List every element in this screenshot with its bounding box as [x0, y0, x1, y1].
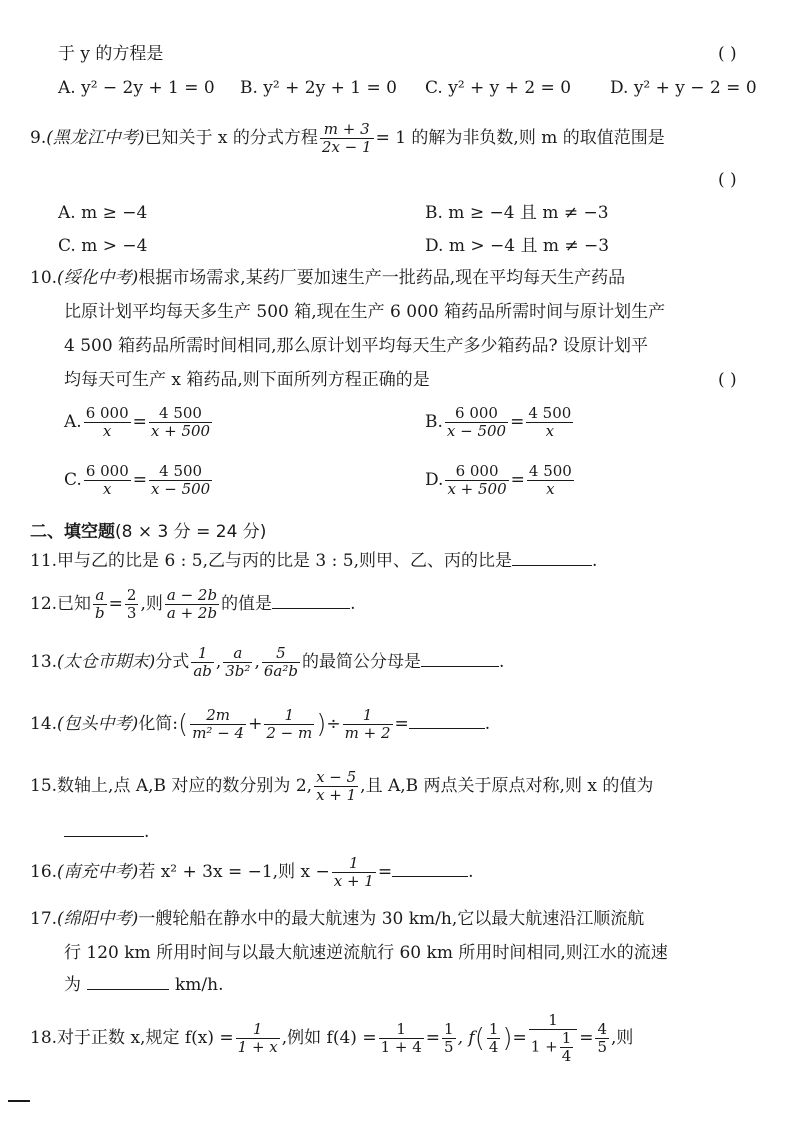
- q12: 12.已知 $\frac{a}{b}$ = $\frac{2}{3}$ ,则 $\frac{a - 2b}{a + 2b}$ 的值是 .: [30, 586, 356, 622]
- q10-line-2: 比原计划平均每天多生产 500 箱,现在生产 6 000 箱药品所需时间与原计划生产: [64, 302, 666, 322]
- question-number: 9.: [30, 128, 47, 148]
- question-source: (绵阳中考): [57, 909, 139, 929]
- q9-text-a: 已知关于 x 的分式方程: [144, 128, 318, 148]
- q9-text-b: = 1 的解为非负数,则 m 的取值范围是: [375, 128, 665, 148]
- q10-line-4: 均每天可生产 x 箱药品,则下面所列方程正确的是: [64, 370, 430, 390]
- question-number: 15.: [30, 776, 58, 796]
- answer-blank[interactable]: [512, 564, 592, 566]
- q9-option-d: D. m > −4 且 m ≠ −3: [425, 236, 610, 256]
- answer-blank[interactable]: [87, 988, 169, 990]
- q17-line-1: 17.(绵阳中考)一艘轮船在静水中的最大航速为 30 km/h,它以最大航速沿江顺流航: [30, 909, 645, 929]
- q8-option-d: D. y² + y − 2 = 0: [610, 78, 757, 98]
- answer-blank[interactable]: [272, 607, 350, 609]
- q8-option-b: B. y² + 2y + 1 = 0: [240, 78, 397, 98]
- q9-answer-paren: ( ): [718, 170, 737, 190]
- question-source: (包头中考): [57, 714, 139, 734]
- q8-option-c: C. y² + y + 2 = 0: [425, 78, 572, 98]
- q17-line-2: 行 120 km 所用时间与以最大航速逆流航行 60 km 所用时间相同,则江水的流速: [64, 943, 668, 963]
- q8-answer-paren: ( ): [718, 44, 737, 64]
- q10-answer-paren: ( ): [718, 370, 737, 390]
- question-number: 17.: [30, 909, 58, 929]
- q18: 18.对于正数 x,规定 f(x) = $\frac{1}{1 + x}$ ,例如 f(4) = $\frac{1}{1 + 4}$ = $\frac{1}{5}$ , f( $\frac{1}{4}$ )= 1 1 + $\frac{1}{4}$ = $\frac{4}{5}$ ,则: [30, 1011, 634, 1065]
- q10-option-d: D. $\frac{6 000}{x + 500}$ = $\frac{4 500}{x}$: [425, 462, 572, 498]
- q10-line-1: 10.(绥化中考)根据市场需求,某药厂要加速生产一批药品,现在平均每天生产药品: [30, 268, 626, 288]
- answer-blank[interactable]: [392, 875, 468, 877]
- question-number: 10.: [30, 268, 58, 288]
- answer-blank[interactable]: [409, 727, 485, 729]
- q16: 16.(南充中考)若 x² + 3x = −1,则 x − $\frac{1}{x + 1}$ = .: [30, 854, 474, 890]
- question-source: (南充中考): [57, 862, 139, 882]
- q10-option-b: B. $\frac{6 000}{x - 500}$ = $\frac{4 500}{x}$: [425, 404, 572, 440]
- q10-option-c: C. $\frac{6 000}{x}$ = $\frac{4 500}{x - 500}$: [64, 462, 211, 498]
- q14: 14.(包头中考)化简:( $\frac{2m}{\text{m² − 4}}$ + $\frac{1}{2 - m}$ )÷ $\frac{1}{m + 2}$ = .: [30, 706, 491, 742]
- question-source: (黑龙江中考): [46, 128, 145, 148]
- q13: 13.(太仓市期末)分式 $\frac{1}{ab}$ , $\frac{a}{\text{3b²}}$ , $\frac{5}{\text{6a²b}}$ 的最简公分母是 .: [30, 644, 505, 680]
- q15-answer-line: .: [64, 822, 149, 842]
- q9-fraction: $\frac{m + 3}{2x - 1}$: [321, 120, 372, 156]
- q9-stem: [30, 118, 665, 158]
- q9-option-a: A. m ≥ −4: [58, 203, 148, 223]
- q9-option-b: B. m ≥ −4 且 m ≠ −3: [425, 203, 609, 223]
- question-number: 11.: [30, 551, 58, 571]
- q8-option-a: A. y² − 2y + 1 = 0: [58, 78, 215, 98]
- answer-blank[interactable]: [421, 665, 499, 667]
- q15: 15.数轴上,点 A,B 对应的数分别为 2, $\frac{x - 5}{x + 1}$ ,且 A,B 两点关于原点对称,则 x 的值为: [30, 768, 654, 804]
- q10-line-3: 4 500 箱药品所需时间相同,那么原计划平均每天生产多少箱药品? 设原计划平: [64, 336, 648, 356]
- question-number: 18.: [30, 1028, 58, 1048]
- question-number: 16.: [30, 862, 58, 882]
- question-source: (绥化中考): [57, 268, 139, 288]
- question-number: 12.: [30, 594, 58, 614]
- question-number: 14.: [30, 714, 58, 734]
- section-heading: 二、填空题(8 × 3 分 = 24 分): [30, 522, 267, 542]
- answer-blank[interactable]: [64, 835, 144, 837]
- question-number: 13.: [30, 652, 58, 672]
- q10-option-a: A. $\frac{6 000}{x}$ = $\frac{4 500}{x + 500}$: [64, 404, 211, 440]
- q9-option-c: C. m > −4: [58, 236, 148, 256]
- question-source: (太仓市期末): [57, 652, 156, 672]
- page-footer-rule: [8, 1100, 30, 1102]
- q17-line-3: 为 km/h.: [64, 975, 224, 995]
- q11: 11.甲与乙的比是 6 : 5,乙与丙的比是 3 : 5,则甲、乙、丙的比是 .: [30, 551, 598, 571]
- q8-continuation: 于 y 的方程是: [58, 44, 164, 64]
